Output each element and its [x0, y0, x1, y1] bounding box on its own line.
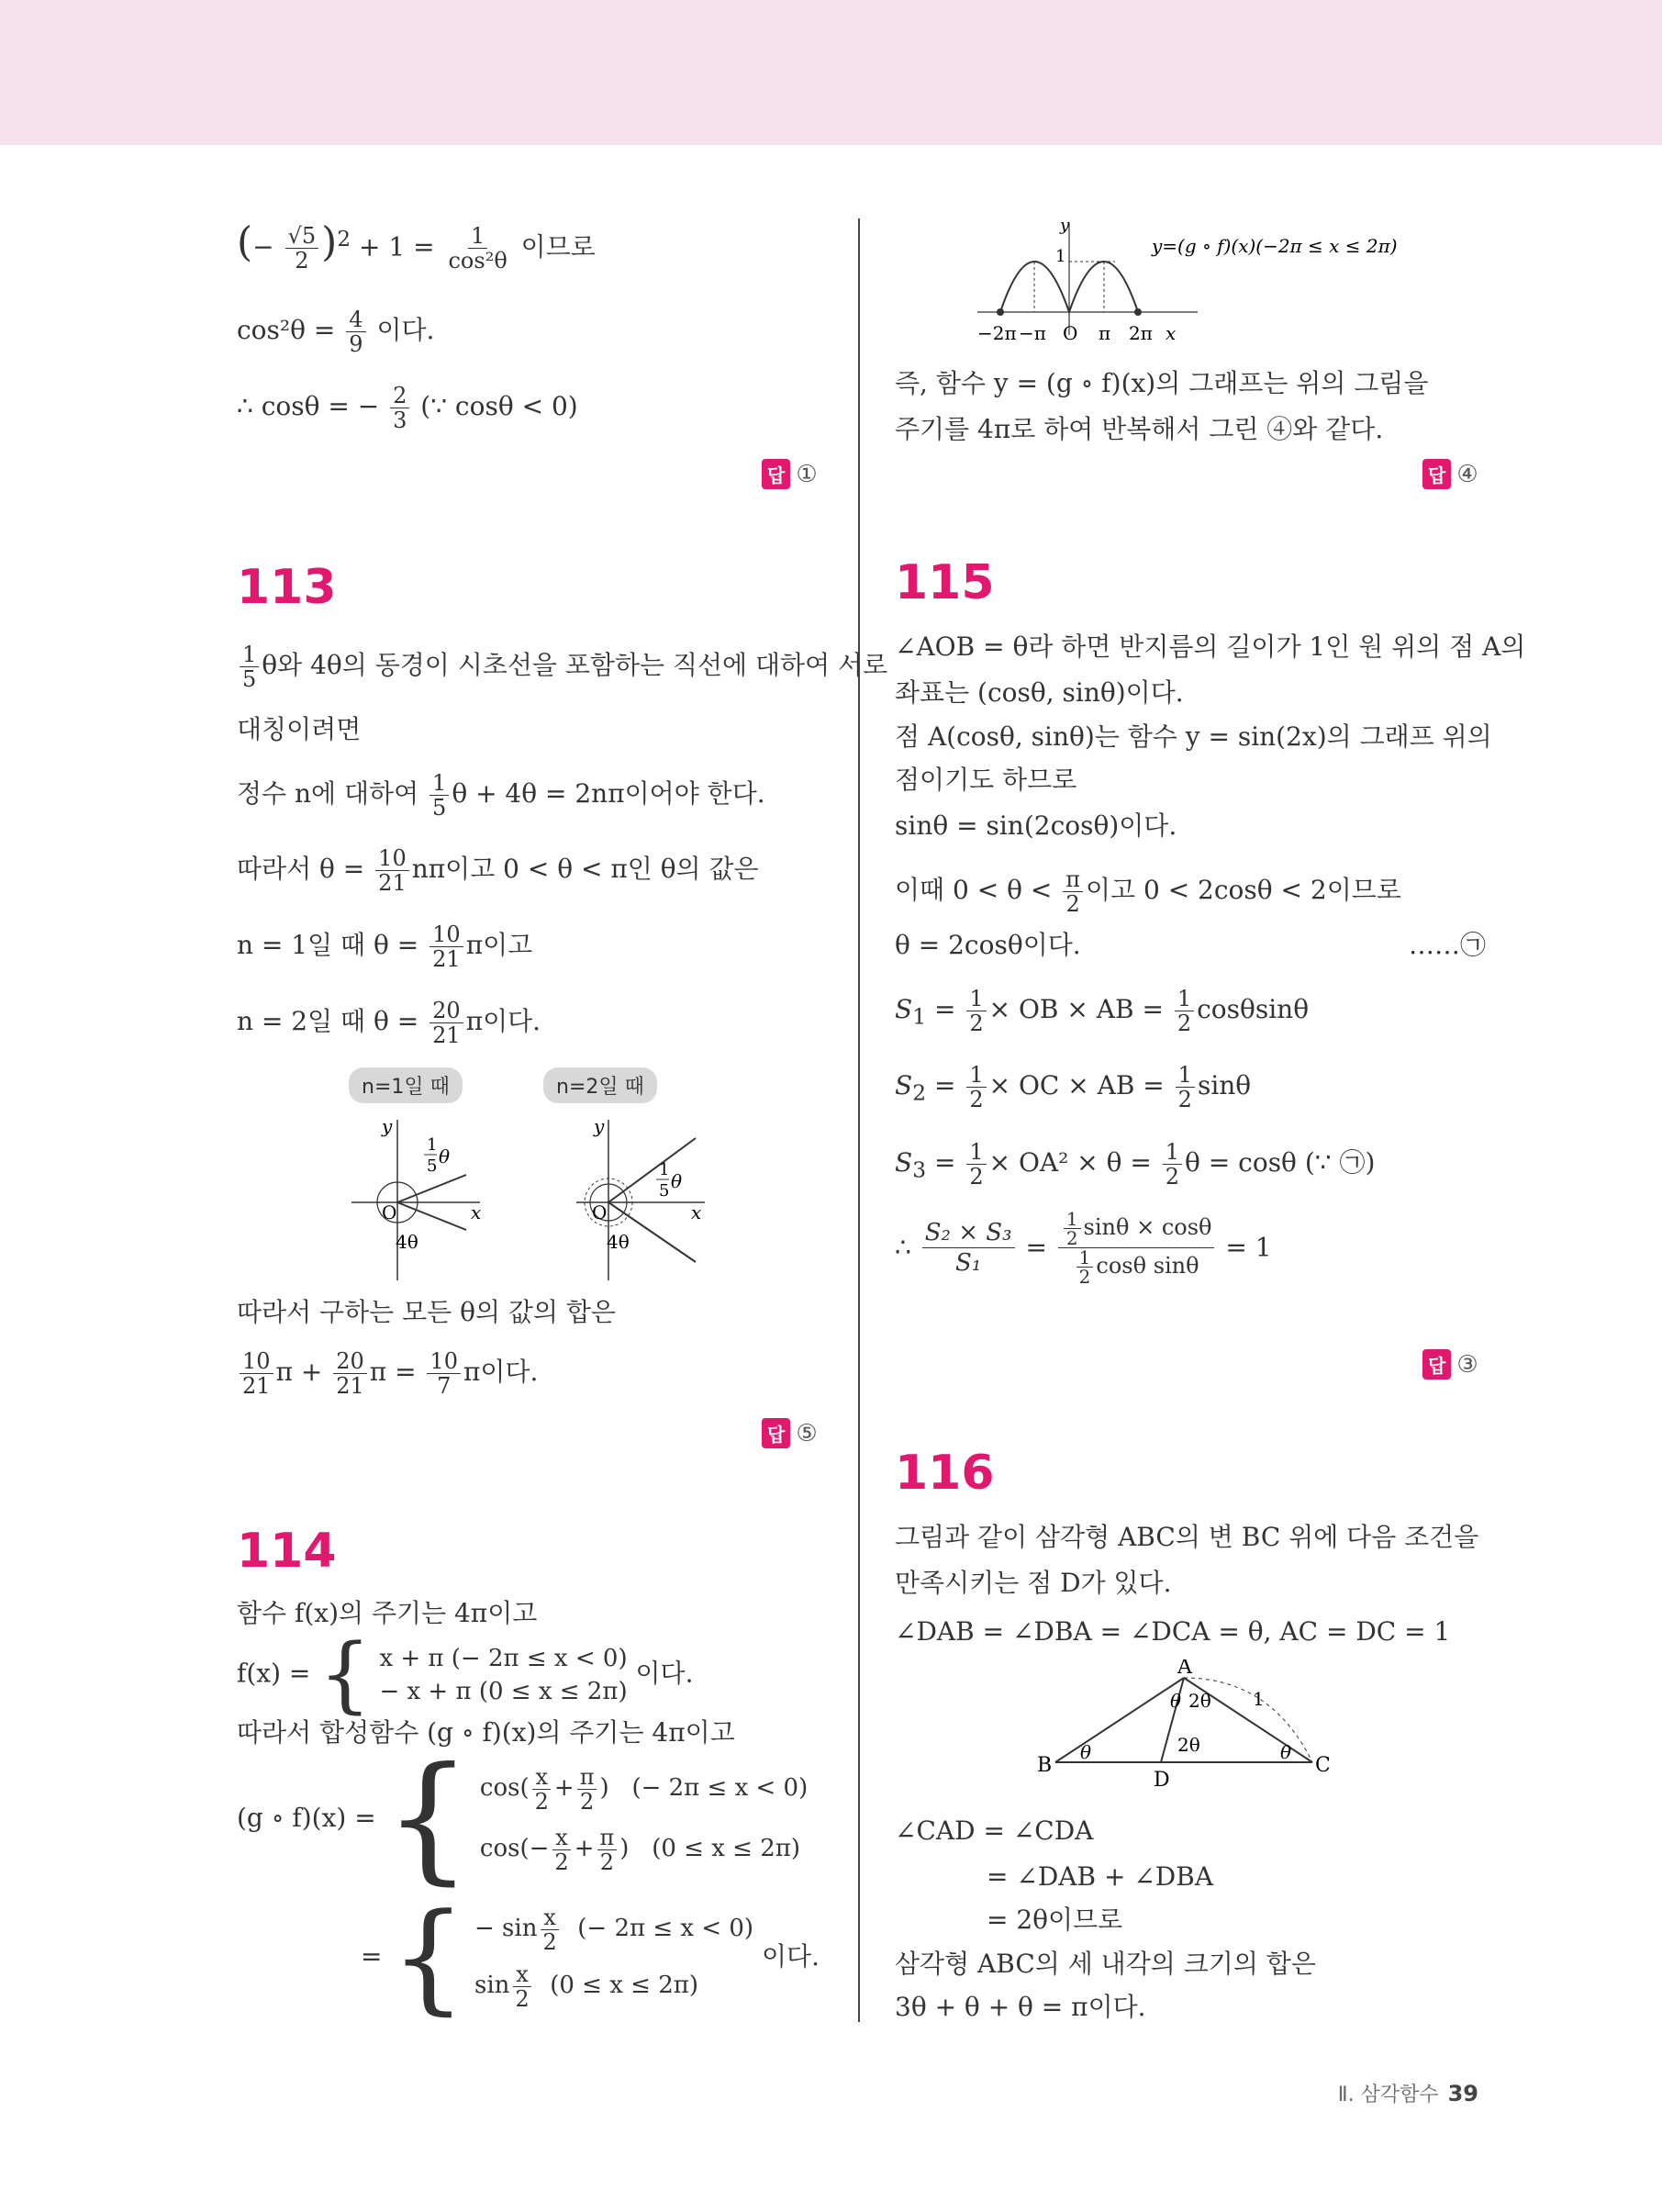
text-line: ∠DAB = ∠DBA = ∠DCA = θ, AC = DC = 1 [895, 1616, 1451, 1647]
svg-text:θ: θ [1080, 1741, 1092, 1763]
text-line: 삼각형 ABC의 세 내각의 크기의 합은 [895, 1949, 1316, 1979]
text-line: 함수 f(x)의 주기는 4π이고 [237, 1598, 538, 1628]
equation-line: $S_3$ = $\frac{1}{2}$ × OA² × θ = $\frac{1}{2}$ θ = cosθ (∵ ㉠) [895, 1139, 1376, 1190]
svg-text:2π: 2π [1129, 322, 1153, 344]
text-line: 따라서 θ = $\frac{10}{21}$ nπ이고 0 < θ < π인 θ의 값은 [237, 845, 759, 896]
equation-line: $S_2$ = $\frac{1}{2}$ × OC × AB = $\frac{1}{2}$ sinθ [895, 1062, 1252, 1112]
text-line: 그림과 같이 삼각형 ABC의 변 BC 위에 다음 조건을 [895, 1522, 1479, 1552]
svg-text:−π: −π [1019, 322, 1046, 344]
case-badge-n2: n=2일 때 [543, 1067, 657, 1103]
svg-text:1: 1 [1253, 1688, 1265, 1710]
equation-line: 이때 0 < θ < $\frac{\pi}{2}$ 이고 0 < 2cosθ < 2이므로 [895, 866, 1401, 917]
svg-text:1: 1 [659, 1160, 670, 1179]
text-line: 점 A(cosθ, sinθ)는 함수 y = sin(2x)의 그래프 위의 [895, 721, 1492, 752]
equation-line: (− $\frac{√5}{2}$ )$^2$ + 1 = $\frac{1}{\text{cos²θ}}$ 이므로 [237, 218, 596, 274]
angle-diagram-n2 [572, 1111, 709, 1285]
equation-line: = { − sin $\frac{x}{2}$ (− 2π ≤ x < 0) sin $\frac{x}{2}$ (0 ≤ x ≤ 2π) 이다. [361, 1887, 820, 2027]
equation-line: $\frac{10}{21}$ π + $\frac{20}{21}$ π = $\frac{10}{7}$ π이다. [237, 1349, 538, 1398]
svg-text:θ: θ [1170, 1690, 1182, 1712]
ray-b [397, 1202, 466, 1230]
svg-text:π: π [1099, 322, 1111, 344]
problem-number: 116 [895, 1446, 995, 1501]
composite-function-graph [968, 216, 1482, 353]
header-band [0, 0, 1662, 145]
text-line: 따라서 구하는 모든 θ의 값의 합은 [237, 1297, 616, 1327]
text-line: 즉, 함수 y = (g ∘ f)(x)의 그래프는 위의 그림을 [895, 368, 1429, 398]
page-number: 39 [1447, 2081, 1478, 2106]
svg-text:θ: θ [1280, 1741, 1292, 1763]
svg-text:−2π: −2π [977, 322, 1017, 344]
angle-label: 4θ [396, 1231, 418, 1253]
text-line: 만족시키는 점 D가 있다. [895, 1568, 1172, 1598]
answer-badge: 답 ④ [1422, 459, 1478, 489]
equation-line: ∴ $\frac{\text{S₂ × S₃}}{\text{S₁}}$ = $\frac{1}{2}$ sinθ × cosθ $\frac{1}{2}$ cosθ sinθ = 1 [895, 1208, 1272, 1288]
text-line: n = 2일 때 θ = $\frac{20}{21}$ π이다. [237, 998, 541, 1048]
triangle-diagram [1032, 1659, 1335, 1797]
svg-text:O: O [592, 1201, 608, 1223]
text-line: ∠AOB = θ라 하면 반지름의 길이가 1인 원 위의 점 A의 [895, 631, 1526, 662]
vertex-b: B [1037, 1754, 1053, 1777]
y-label: y [382, 1115, 393, 1137]
svg-text:θ: θ [439, 1145, 451, 1167]
text-line: $\frac{1}{5}$ θ와 4θ의 동경이 시초선을 포함하는 직선에 대하여 서로 [237, 642, 887, 691]
equation-line: ∴ cosθ = − $\frac{2}{3}$ (∵ cosθ < 0) [237, 383, 578, 433]
column-divider [858, 218, 860, 2022]
answer-badge: 답 ③ [1422, 1349, 1478, 1380]
ray-a [608, 1138, 696, 1202]
svg-text:O: O [1063, 322, 1078, 344]
svg-text:4θ: 4θ [607, 1231, 630, 1253]
angle-diagram-n1 [347, 1111, 485, 1285]
text-line: 정수 n에 대하여 $\frac{1}{5}$ θ + 4θ = 2nπ이어야 한다. [237, 770, 765, 821]
text-line: 좌표는 (cosθ, sinθ)이다. [895, 677, 1184, 708]
svg-text:2θ: 2θ [1177, 1734, 1200, 1756]
text-line: 점이기도 하므로 [895, 765, 1077, 795]
problem-number: 114 [237, 1524, 337, 1579]
vertex-d: D [1154, 1769, 1170, 1792]
y-label: y [1060, 216, 1070, 235]
origin-label: O [382, 1201, 397, 1223]
text-line: sinθ = sin(2cosθ)이다. [895, 810, 1177, 841]
problem-number: 113 [237, 560, 337, 615]
svg-text:1: 1 [427, 1135, 438, 1155]
answer-badge: 답 ① [762, 459, 818, 489]
text-line: n = 1일 때 θ = $\frac{10}{21}$ π이고 [237, 922, 533, 972]
text-line: 따라서 합성함수 (g ∘ f)(x)의 주기는 4π이고 [237, 1717, 735, 1748]
page-footer [1338, 2079, 1478, 2107]
svg-text:2θ: 2θ [1188, 1690, 1211, 1712]
svg-text:θ: θ [671, 1170, 683, 1192]
text-line: 3θ + θ + θ = π이다. [895, 1992, 1146, 2022]
x-label: x [471, 1201, 482, 1223]
text-line: 주기를 4π로 하여 반복해서 그린 ④와 같다. [895, 414, 1384, 444]
text-line: ∠CAD = ∠CDA [895, 1815, 1094, 1846]
x-label: x [1166, 322, 1177, 344]
vertex-c: C [1315, 1754, 1331, 1777]
svg-text:y: y [594, 1115, 605, 1137]
svg-text:5: 5 [659, 1181, 670, 1201]
svg-text:x: x [691, 1201, 702, 1223]
text-line: = 2θ이므로 [987, 1905, 1123, 1935]
text-line: = ∠DAB + ∠DBA [987, 1861, 1214, 1892]
ray-a [397, 1175, 466, 1202]
svg-text:5: 5 [427, 1156, 438, 1176]
graph-label: y=(g ∘ f)(x)(−2π ≤ x ≤ 2π) [1152, 235, 1398, 257]
case-badge-n1: n=1일 때 [349, 1067, 463, 1103]
text-line: 대칭이려면 [237, 714, 362, 744]
section-label: Ⅱ. 삼각함수 [1337, 2084, 1439, 2106]
equation-line: $S_1$ = $\frac{1}{2}$ × OB × AB = $\frac{1}{2}$ cosθsinθ [895, 986, 1310, 1036]
problem-number: 115 [895, 555, 995, 610]
vertex-a: A [1177, 1659, 1192, 1679]
svg-text:1: 1 [1055, 247, 1066, 266]
answer-badge: 답 ⑤ [762, 1418, 818, 1448]
equation-line: (g ∘ f)(x) = { cos( $\frac{x}{2}$ + $\frac{\pi}{2}$ ) (− 2π ≤ x < 0) cos(− $\frac{x}{2}$ + $\frac{\pi}{2}$ ) (0 ≤ x ≤ 2π) [237, 1738, 809, 1898]
equation-line: θ = 2cosθ이다. ……㉠ [895, 930, 1487, 960]
equation-line: f(x) = { x + π (− 2π ≤ x < 0) − x + π (0 ≤ x ≤ 2π) 이다. [237, 1626, 694, 1723]
equation-line: cos²θ = $\frac{4}{9}$ 이다. [237, 307, 435, 357]
